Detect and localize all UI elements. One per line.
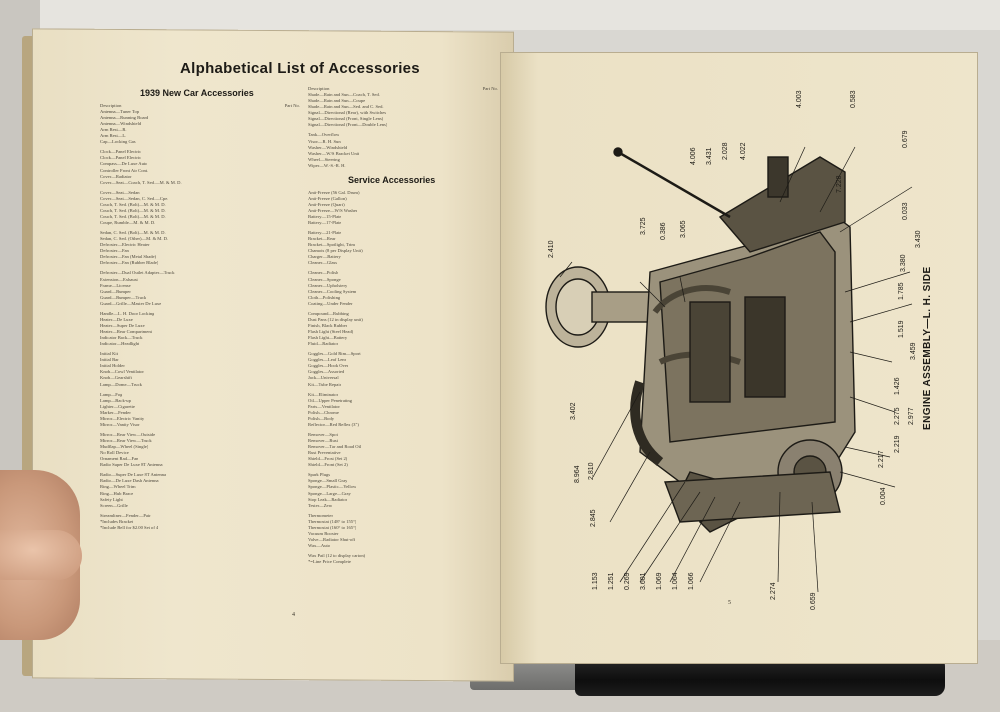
list-item-description: Wheel—Steering xyxy=(308,156,340,162)
list-item-description: *Includes Bracket xyxy=(100,518,134,524)
list-item-description: Cover—Seat—Coach, T. Sed.—M. & M. D. xyxy=(100,179,182,185)
callout-label: 3.380 xyxy=(900,254,907,272)
mid-column-list-top xyxy=(308,92,498,173)
list-item-description: Reflector—Red Reflex (3") xyxy=(308,421,359,427)
list-item-description: Lamp—Fog xyxy=(100,391,123,397)
list-item-description: Guard—Bumper xyxy=(100,288,131,294)
list-item-description: Sedan, C. Sed. (Other)—M. & M. D. xyxy=(100,236,169,242)
list-item-description: Couch, T. Sed. (Bolt)—M. & M. D. xyxy=(100,201,166,207)
callout-label: 0.679 xyxy=(902,130,909,148)
list-item-description: Compass—De Luxe Auto xyxy=(100,161,148,167)
list-item-description: Knob—Cowl Ventilator xyxy=(100,369,144,375)
list-item-description: Bracket—Spotlight, Trim xyxy=(308,242,355,248)
callout-label: 1.153 xyxy=(592,572,599,590)
callout-label: 4.006 xyxy=(690,147,697,165)
column-header-description-mid: Description xyxy=(308,86,330,91)
list-item-description: Radio—De Luxe Dash Antenna xyxy=(100,478,159,484)
callout-label: 1.426 xyxy=(894,377,901,395)
callout-label: 1.251 xyxy=(608,572,615,590)
new-car-accessories-column xyxy=(100,86,300,531)
callout-label: 3.402 xyxy=(570,402,577,420)
list-item-description: Mudflap—Wheel (Single) xyxy=(100,444,149,450)
list-item-description: Chamois (8 per Display Unit) xyxy=(308,248,363,254)
list-item-description: Spark Plugs xyxy=(308,472,331,478)
list-item-description: Screen—Grille xyxy=(100,502,128,508)
list-item-description: Rust Preventative xyxy=(308,450,341,456)
list-item-description: Initial Kit xyxy=(100,351,118,357)
list-item-description: Mirror—Vanity Visor xyxy=(100,421,140,427)
list-item-description: Bracket—Rear xyxy=(308,236,336,242)
list-item-description: Extension—Exhaust xyxy=(100,276,138,282)
list-item-description: Shield—Frost (Set 2) xyxy=(308,456,348,462)
list-item-description: Cover—Seat—Sedan, C. Sed.—Cpe. xyxy=(100,195,169,201)
list-item-description: Washer—W/S Bracket Unit xyxy=(308,150,360,156)
callout-label: 3.065 xyxy=(680,220,687,238)
list-item-description: Coating—Under Fender xyxy=(308,300,353,306)
callout-label: 4.022 xyxy=(740,142,747,160)
section-heading-new-car: 1939 New Car Accessories xyxy=(140,88,254,98)
list-item-description: Frame—License xyxy=(100,282,131,288)
thumb xyxy=(0,530,82,580)
list-item-description: Parts—Ventilator xyxy=(308,403,340,409)
callout-label: 2.219 xyxy=(894,435,901,453)
list-item-description: Finish, Black Rubber xyxy=(308,322,348,328)
callout-label: 2.410 xyxy=(548,240,555,258)
callout-label: 3.725 xyxy=(640,217,647,235)
callout-label: 1.066 xyxy=(688,572,695,590)
list-item-description: Anti-Freeze (Gallon) xyxy=(308,195,347,201)
list-item-description: Mirror—Electric Vanity xyxy=(100,415,145,421)
list-item-description: Polish—Chrome xyxy=(308,409,339,415)
column-header-part-no-mid: Part No. xyxy=(482,86,498,91)
list-item-description: Streamliner—Fender—Pair xyxy=(100,512,151,518)
list-item-description: Shade—Rain and Sun—Coach, T. Sed. xyxy=(308,92,380,98)
column-header-part-no: Part No. xyxy=(284,102,300,108)
callout-label: 4.003 xyxy=(796,90,803,108)
callout-label: 2.028 xyxy=(722,142,729,160)
mid-column-list-bottom xyxy=(308,190,498,566)
list-item-description: Mirror—Rear View—Truck xyxy=(100,438,152,443)
list-item-description: Thermostat (148° to 155°) xyxy=(308,518,357,524)
list-item-description: Cleaner—Upholstery xyxy=(308,282,348,288)
list-item-description: Lamp—Back-up xyxy=(100,397,131,403)
list-item-description: Heater—Rear Compartment xyxy=(100,329,152,334)
list-item-description: Cover—Radiator xyxy=(100,173,132,179)
list-item-description: Thermometer xyxy=(308,512,333,518)
list-item-description: Cleaner—Glass xyxy=(308,260,338,266)
list-item-description: Tank—Overflow xyxy=(308,132,340,138)
left-column-list xyxy=(100,109,300,531)
callout-label: 7.228 xyxy=(836,175,843,193)
service-accessories-column xyxy=(308,86,498,565)
list-item-description: Signal—Directional (Front—Double Lens) xyxy=(308,122,388,128)
list-item-description: Defroster—Fan xyxy=(100,248,129,254)
list-item-description: Clock—Panel Electric xyxy=(100,155,142,161)
right-page-number: 5 xyxy=(728,600,731,606)
callout-label: 1.519 xyxy=(898,320,905,338)
callout-label: 3.601 xyxy=(640,572,647,590)
list-item-description: Antenna—Running Board xyxy=(100,115,149,120)
list-item-description: Compound—Rubbing xyxy=(308,310,349,316)
callout-label: 2.274 xyxy=(770,582,777,600)
list-item xyxy=(100,525,300,531)
list-item-description: Dust Pans (12 in display unit) xyxy=(308,316,363,322)
list-item-description: Jack—Universal xyxy=(308,375,339,381)
list-item-description: Signal—Directional (Rear), with Switches xyxy=(308,110,387,116)
callout-label: 0.269 xyxy=(624,572,631,590)
list-item-description: Washer—Windshield xyxy=(308,144,348,150)
list-item-description: Sponge—Large—Gray xyxy=(308,490,351,496)
list-item-description: Safety Light xyxy=(100,496,123,502)
callout-label: 3.430 xyxy=(915,230,922,248)
list-item-description: Defroster—Dual Outlet Adapter—Truck xyxy=(100,270,175,276)
callout-label: 8.964 xyxy=(574,465,581,483)
list-item-description: Wax Pail (12 to display carton) xyxy=(308,553,366,559)
list-item-description: Oil—Upper Penetrating xyxy=(308,397,353,403)
list-item-description: Goggles—Assorted xyxy=(308,369,345,375)
list-item-description: Sedan, C. Sed. (Bolt)—M. & M. D. xyxy=(100,230,166,236)
list-item-description: Cap—Locking Gas xyxy=(100,139,136,145)
list-item-description: Cloth—Polishing xyxy=(308,294,341,300)
list-item-description: Ring—Hub Brace xyxy=(100,490,134,496)
background-wall xyxy=(0,0,1000,30)
callout-label: 1.064 xyxy=(672,572,679,590)
list-item-description: Goggles—Hook Over xyxy=(308,363,349,369)
list-item-description: Initial Holder xyxy=(100,363,125,369)
list-item-description: Cover—Seat—Sedan xyxy=(100,189,140,195)
column-header-description: Description xyxy=(100,102,122,108)
list-item-description: Defroster—Fan (Metal Shade) xyxy=(100,254,157,260)
list-item-description: Controller Front Air Cont. xyxy=(100,167,149,173)
list-item-description: Charger—Battery xyxy=(308,254,341,260)
list-item-description: Lamp—Dome—Truck xyxy=(100,381,142,387)
list-item-description: Coupe, Rumble—M. & M. D. xyxy=(100,220,156,225)
section-heading-service: Service Accessories xyxy=(348,174,436,185)
list-item-description: Battery—15-Plate xyxy=(308,213,342,219)
callout-label: 3.431 xyxy=(706,147,713,165)
callout-label: 2.845 xyxy=(590,509,597,527)
list-item-description: Sponge—Plastic—Yellow xyxy=(308,484,357,490)
list-item-description: Guard—Grille—Master De Luxe xyxy=(100,300,162,306)
callout-label: 0.583 xyxy=(850,90,857,108)
left-page-number: 4 xyxy=(292,612,295,618)
list-item-description: Knob—Gearshift xyxy=(100,375,132,381)
list-item-description: Antenna—Windshield xyxy=(100,121,142,127)
list-item-description: Kit—Tube Repair xyxy=(308,381,342,387)
list-item-description: Thermostat (160° to 165°) xyxy=(308,524,357,530)
list-item-description: Radio—Super De Luxe 8T Antenna xyxy=(100,472,167,478)
list-item-description: Ring—Wheel Trim xyxy=(100,484,136,490)
list-item-description: Anti-Freeze (Quart) xyxy=(308,201,345,207)
list-item-description: Shade—Rain and Sun—Coupe xyxy=(308,98,366,104)
list-item-description: Cleaner—Sponge xyxy=(308,276,341,282)
list-item-description: Handle—L. H. Door Locking xyxy=(100,310,155,316)
list-item-description: Flash Light—Battery xyxy=(308,335,348,341)
list-item-description: Lighter—Cigarette xyxy=(100,403,135,409)
list-gap xyxy=(308,169,498,173)
callout-label: 2.275 xyxy=(894,407,901,425)
list-item-description: Mirror—Rear View—Outside xyxy=(100,431,156,437)
list-item-description: Visor—R. H. Sun xyxy=(308,138,341,144)
callout-label: 1.069 xyxy=(656,572,663,590)
list-item-description: Guard—Bumper—Truck xyxy=(100,294,147,300)
list-item-description: Shade—Rain and Sun—Sed. and C. Sed. xyxy=(308,104,384,110)
list-item-description: Shield—Front (Set 2) xyxy=(308,462,348,468)
callout-label: 3.459 xyxy=(910,342,917,360)
list-item-description: Battery—17-Plate xyxy=(308,220,342,225)
list-item-description: Goggles—Gold Rim—Sport xyxy=(308,351,361,357)
callout-label: 1.785 xyxy=(898,282,905,300)
list-item-description: Valve—Radiator Shut-off xyxy=(308,536,356,542)
list-item-description: Cleaner—Cooling System xyxy=(308,288,357,294)
list-item-description: Goggles—Leaf Lens xyxy=(308,357,347,363)
list-item-description: Couch, T. Sed. (Bolt)—M. & M. D. xyxy=(100,207,166,213)
list-item-description: *=Line Price Complete xyxy=(308,559,351,565)
list-item-description: Arm Rest—R. xyxy=(100,127,127,133)
callout-label: 0.659 xyxy=(810,592,817,610)
list-item-description: Polish—Body xyxy=(308,415,335,421)
list-item-description: Initial Bar xyxy=(100,357,119,363)
list-item-description: Tester—Zero xyxy=(308,502,333,508)
callout-label: 2.810 xyxy=(588,462,595,480)
list-item-description: Wax—Auto xyxy=(308,543,331,548)
list-item-description: Marker—Fender xyxy=(100,409,131,415)
engine-assembly-label: ENGINE ASSEMBLY—L. H. SIDE xyxy=(922,266,933,430)
list-item-description: Arm Rest—L. xyxy=(100,133,127,139)
callout-label: 2.217 xyxy=(878,450,885,468)
list-item-description: Flash Light (Steel Head) xyxy=(308,329,354,334)
list-item xyxy=(308,559,498,565)
list-item-description: Signal—Directional (Front, Single Lens) xyxy=(308,116,384,122)
list-item-description: Indicator—Headlight xyxy=(100,341,140,347)
list-item-description: Antenna—Tuner Top xyxy=(100,108,140,114)
list-item-description: Remover—Tar and Road Oil xyxy=(308,444,362,450)
list-item-description: Remover—Spot xyxy=(308,431,338,437)
callout-label: 2.977 xyxy=(908,407,915,425)
list-item-description: Kit—Eliminator xyxy=(308,391,339,397)
list-item-description: Sponge—Small Gray xyxy=(308,478,348,484)
list-item-description: Fluid—Radiator xyxy=(308,341,339,347)
page-title: Alphabetical List of Accessories xyxy=(180,60,420,77)
list-item-description: Remover—Rust xyxy=(308,438,338,443)
list-item-description: Heater—Super De Luxe xyxy=(100,322,145,328)
list-item-description: Stop Leak—Radiator xyxy=(308,496,348,502)
list-item-description: Battery—21-Plate xyxy=(308,230,342,236)
list-item-description: Defroster—Electric Heater xyxy=(100,242,150,248)
list-item-description: Clock—Panel Electric xyxy=(100,149,142,155)
list-item-description: Radio Super De Luxe 8T Antenna xyxy=(100,462,163,468)
list-item-description: Heater—De Luxe xyxy=(100,316,133,322)
list-item-description: Wiper—W.-S.-R. H. xyxy=(308,162,346,168)
list-item-description: Cleaner—Polish xyxy=(308,270,339,276)
callout-label: 0.386 xyxy=(660,222,667,240)
list-item-description: Indicator Back—Truck xyxy=(100,335,143,341)
list-item-description: Defroster—Fan (Rubber Blade) xyxy=(100,260,159,266)
list-item-description: Vacuum Booster xyxy=(308,530,339,536)
list-item-description: Anti-Freeze (56 Gal. Drum) xyxy=(308,189,360,195)
list-item-description: Couch, T. Sed. (Bolt)—M. & M. D. xyxy=(100,213,166,219)
list-item-description: Ornament Rad—Fan xyxy=(100,456,139,462)
callout-label: 0.033 xyxy=(902,202,909,220)
list-item-description: No Roll Device xyxy=(100,450,129,456)
callout-label: 0.004 xyxy=(880,487,887,505)
list-item-description: Anti-Freeze—W/S Washer xyxy=(308,207,358,213)
list-item-description: *Include Bell for $2.00 Set of 4 xyxy=(100,524,159,530)
